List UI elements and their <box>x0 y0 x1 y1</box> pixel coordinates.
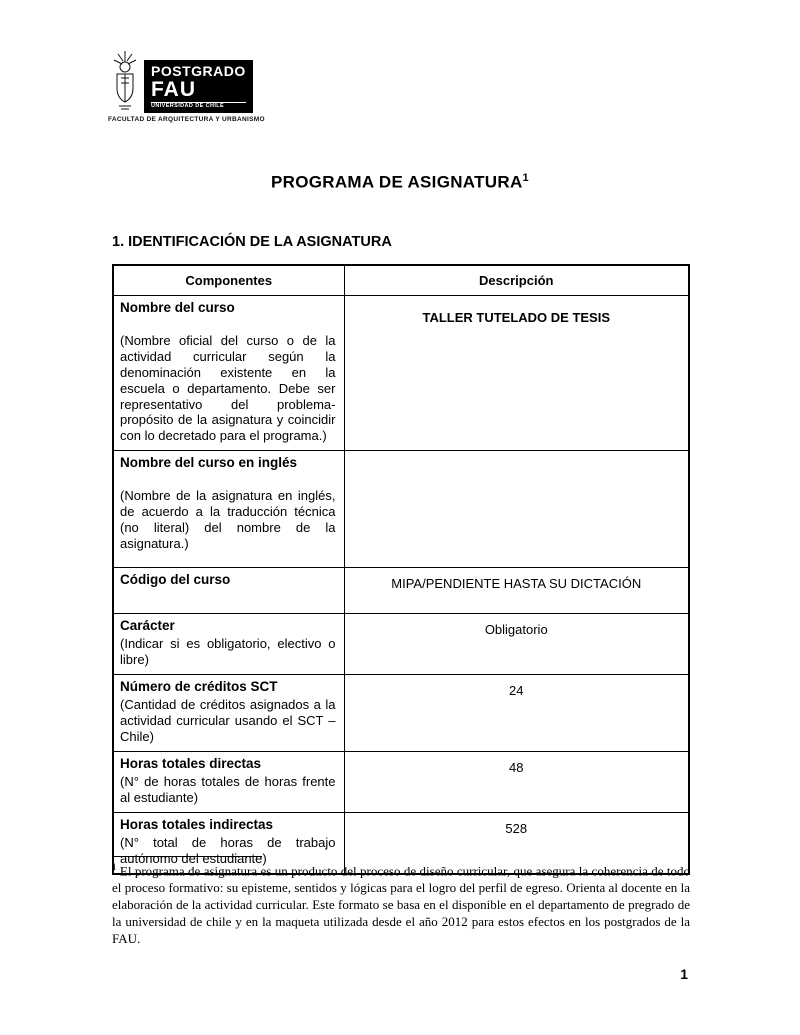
university-logo <box>108 50 265 123</box>
column-header-componentes: Componentes <box>113 265 344 296</box>
row-note: (Cantidad de créditos asignados a la actividad curricular usando el SCT – Chile) <box>120 697 336 745</box>
section-heading-identificacion: 1. IDENTIFICACIÓN DE LA ASIGNATURA <box>112 234 392 250</box>
page-title <box>0 172 800 193</box>
table-row-nombre-curso <box>113 296 689 451</box>
identification-table <box>112 264 690 875</box>
footnote-separator <box>112 856 262 857</box>
row-title: Número de créditos SCT <box>120 679 278 695</box>
row-note: (Nombre de la asignatura en inglés, de acuerdo a la traducción técnica (no literal) del nombre de la asignatura.) <box>120 488 336 551</box>
logo-text-facultad: FACULTAD DE ARQUITECTURA Y URBANISMO <box>108 115 265 123</box>
column-header-descripcion: Descripción <box>344 265 689 296</box>
logo-text-postgrado: POSTGRADO <box>151 63 246 79</box>
row-note: (N° total de horas de trabajo autónomo del estudiante) <box>120 835 336 866</box>
row-value: TALLER TUTELADO DE TESIS <box>422 310 611 325</box>
page-title-footnote-marker: 1 <box>522 172 529 184</box>
table-row-nombre-ingles <box>113 451 689 568</box>
footnote <box>112 862 690 948</box>
row-title: Horas totales directas <box>120 755 262 771</box>
row-value: 528 <box>505 820 528 836</box>
logo-text-fau: FAU <box>151 78 196 101</box>
page-number: 1 <box>680 966 688 982</box>
table-row-horas-directas <box>113 751 689 812</box>
table-header-row <box>113 265 689 296</box>
row-value: 24 <box>509 683 524 699</box>
row-title: Código del curso <box>120 572 231 588</box>
table-row-codigo <box>113 568 689 614</box>
footnote-text: El programa de asignatura es un producto del proceso de diseño curricular, que asegura la coherencia de todo el proceso formativo: su episteme, sentidos y lógicas para el logro del perfil de egreso. Orienta al docente en la elaboración de la actividad curricular. Este formato se basa en el disponible en el departamento de pregrado de la universidad de chile y en la maqueta utilizada desde el año 2012 para estos efectos en los postgrados de la FAU. <box>112 863 691 946</box>
row-value <box>353 457 681 459</box>
university-crest-icon <box>108 50 142 112</box>
row-note: (Indicar si es obligatorio, electivo o libre) <box>120 636 336 668</box>
row-value: MIPA/PENDIENTE HASTA SU DICTACIÓN <box>391 576 642 592</box>
table-row-caracter <box>113 614 689 675</box>
logo-text-universidad: UNIVERSIDAD DE CHILE <box>151 102 246 110</box>
row-value: 48 <box>509 759 524 775</box>
logo-badge <box>144 60 253 113</box>
row-value: Obligatorio <box>484 622 548 638</box>
row-title: Carácter <box>120 618 175 634</box>
row-title: Nombre del curso en inglés <box>120 455 298 471</box>
row-title: Nombre del curso <box>120 300 235 315</box>
row-note: (Nombre oficial del curso o de la actividad curricular según la denominación existente en la escuela o departamento. Debe ser representativo del problema-propósito de la asignatura y coincidir con lo decretado para el programa.) <box>120 333 336 444</box>
page-title-text: PROGRAMA DE ASIGNATURA <box>271 172 523 192</box>
footnote-marker: 1 <box>112 862 117 872</box>
row-title: Horas totales indirectas <box>120 816 274 832</box>
table-row-creditos-sct <box>113 675 689 752</box>
row-note: (N° de horas totales de horas frente al estudiante) <box>120 774 336 805</box>
